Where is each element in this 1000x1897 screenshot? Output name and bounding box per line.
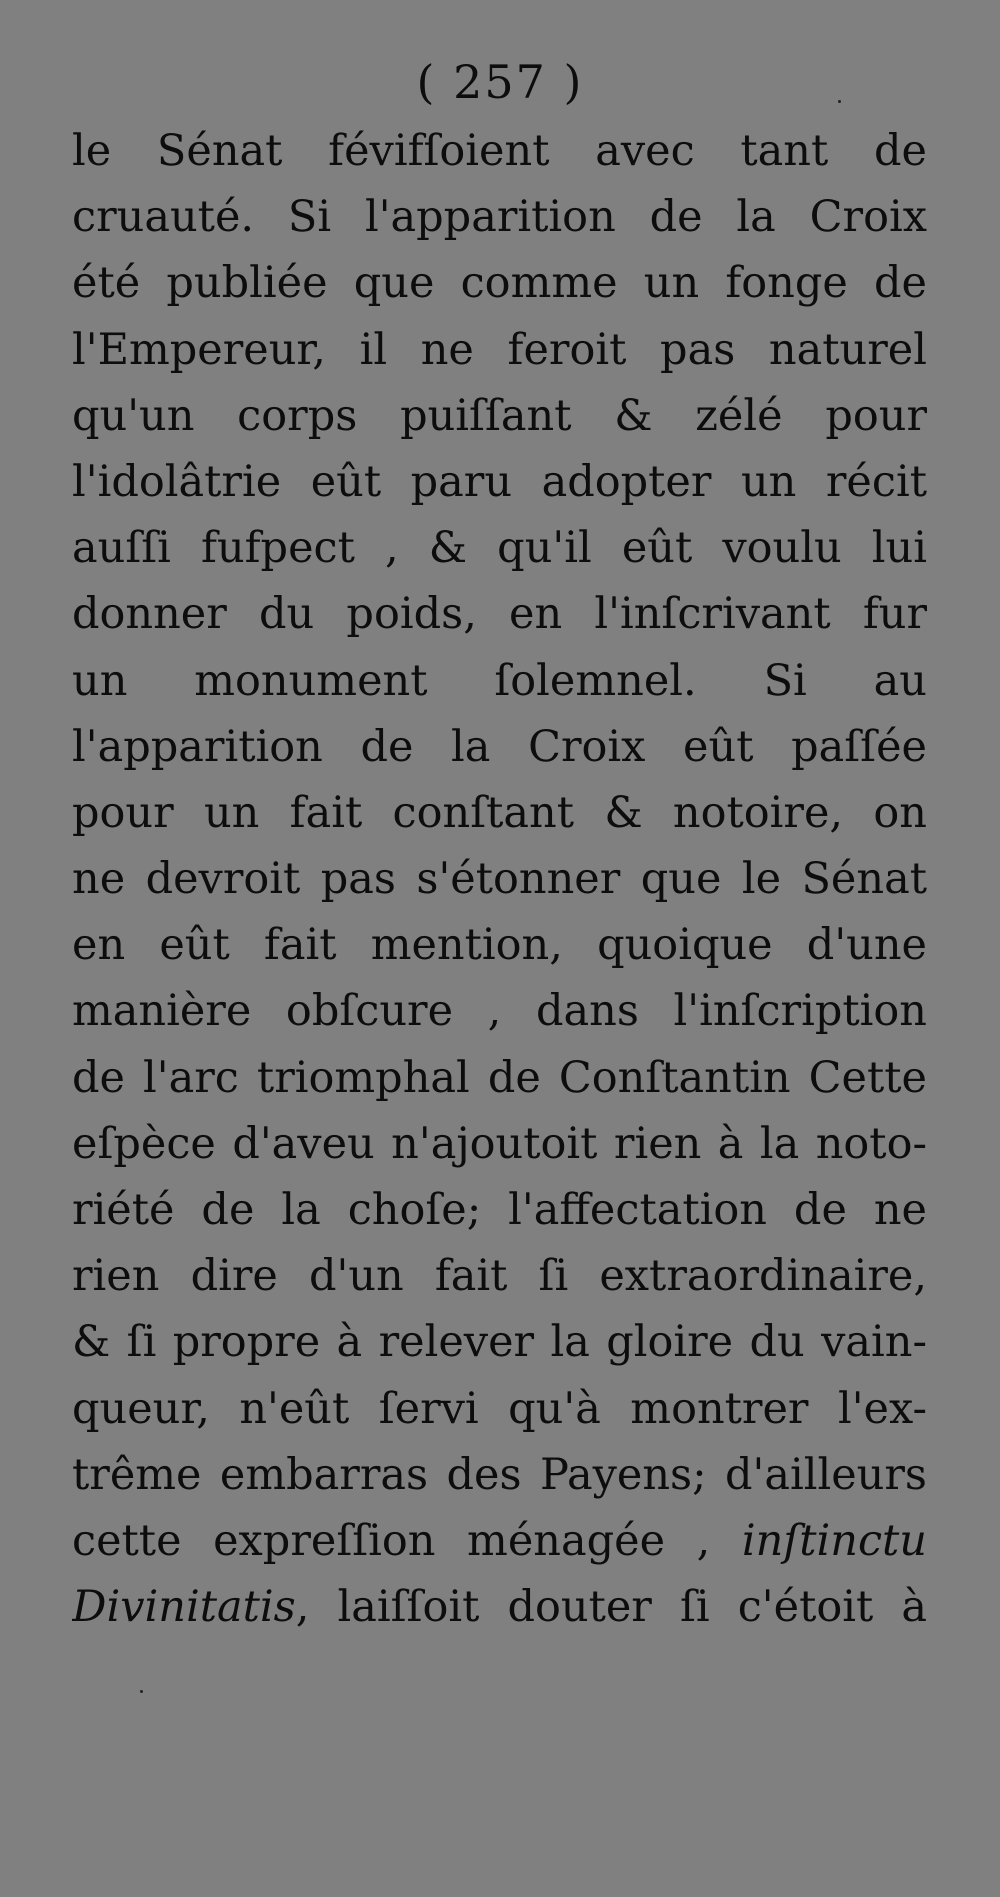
text-line: pour un fait conſtant & notoire, on — [72, 787, 927, 838]
text-line: en eût fait mention, quoique d'une — [72, 920, 927, 971]
text-line: été publiée que comme un fonge de — [72, 258, 927, 309]
text-line: un monument ſolemnel. Si au — [72, 655, 927, 706]
text-line: ne devroit pas s'étonner que le Sénat — [72, 854, 927, 905]
text-line: cette expreſſion ménagée , inſtinctu — [72, 1515, 927, 1566]
text-line: cruauté. Si l'apparition de la Croix — [72, 192, 927, 243]
text-line: de l'arc triomphal de Conſtantin Cette — [72, 1052, 927, 1103]
text-line: auſſi fufpect , & qu'il eût voulu lui — [72, 523, 927, 574]
page-number: ( 257 ) — [416, 55, 584, 109]
text-line: trême embarras des Payens; d'ailleurs — [72, 1449, 927, 1500]
text-line: donner du poids, en l'inſcrivant fur — [72, 589, 927, 640]
body-text — [72, 118, 927, 1640]
text-line: queur, n'eût ſervi qu'à montrer l'ex- — [72, 1383, 927, 1434]
paper-speck — [838, 100, 841, 103]
text-line: rien dire d'un fait ſi extraordinaire, — [72, 1251, 927, 1302]
text-line: le Sénat févifſoient avec tant de — [72, 126, 927, 176]
text-line: Divinitatis, laiſſoit douter ſi c'étoit à — [72, 1582, 927, 1633]
text-line: l'idolâtrie eût paru adopter un récit — [72, 456, 927, 507]
text-line: l'apparition de la Croix eût paſſée — [72, 721, 927, 772]
italic-word: inſtinctu — [741, 1515, 927, 1566]
paper-speck — [140, 1690, 143, 1693]
text-line: manière obſcure , dans l'inſcription — [72, 986, 927, 1037]
text-line: eſpèce d'aveu n'ajoutoit rien à la noto- — [72, 1118, 927, 1169]
text-line: riété de la choſe; l'affectation de ne — [72, 1185, 927, 1235]
italic-word: Divinitatis — [72, 1582, 296, 1633]
text-line: l'Empereur, il ne feroit pas naturel — [72, 324, 927, 375]
text-line: & ſi propre à relever la gloire du vain- — [72, 1317, 927, 1368]
text-line: qu'un corps puiſſant & zélé pour — [72, 390, 927, 441]
